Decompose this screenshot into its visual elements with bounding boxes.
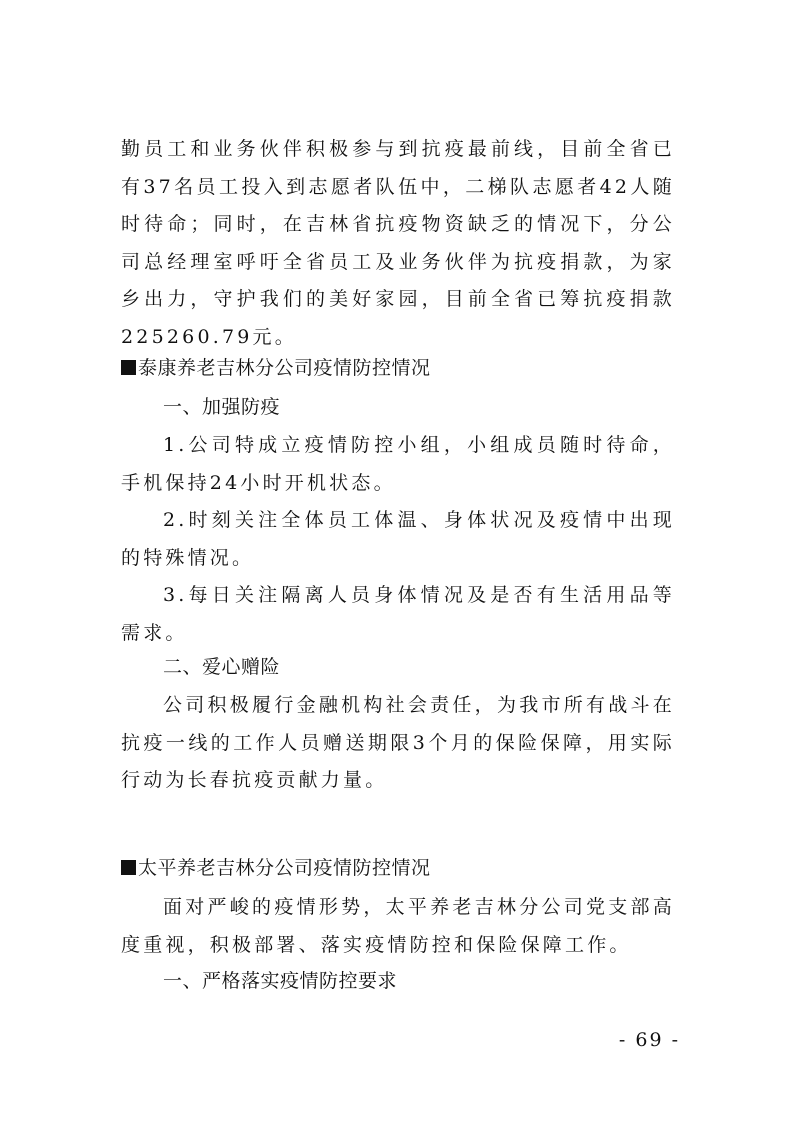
paragraph-taiping-intro: 面对严峻的疫情形势，太平养老吉林分公司党支部高度重视，积极部署、落实疫情防控和保险保障工作。: [121, 896, 675, 956]
paragraph-volunteers-donations: 勤员工和业务伙伴积极参与到抗疫最前线，目前全省已有37名员工投入到志愿者队伍中，二梯队志愿者42人随时待命；同时，在吉林省抗疫物资缺乏的情况下，分公司总经理室呼吁全省员工及业务伙伴为抗疫捐款，为家乡出力，守护我们的美好家园，目前全省已筹抗疫捐款225260.79元。: [121, 138, 675, 348]
subheading-donated-insurance: 二、爱心赠险: [163, 656, 281, 678]
subheading-strict-requirements: 一、严格落实疫情防控要求: [163, 970, 398, 992]
list-item-quarantine-needs: 3.每日关注隔离人员身体情况及是否有生活用品等需求。: [121, 584, 675, 644]
page-number: - 69 -: [618, 1029, 680, 1051]
square-bullet-icon: [121, 360, 136, 375]
section-heading-taikang-text: 泰康养老吉林分公司疫情防控情况: [138, 357, 431, 379]
subheading-strengthen-prevention: 一、加强防疫: [163, 396, 281, 418]
list-item-employee-monitoring: 2.时刻关注全体员工体温、身体状况及疫情中出现的特殊情况。: [121, 509, 675, 569]
section-heading-taikang: [121, 350, 675, 388]
section-heading-taiping-text: 太平养老吉林分公司疫情防控情况: [138, 857, 431, 879]
square-bullet-icon: [121, 860, 136, 875]
list-item-prevention-team: 1.公司特成立疫情防控小组，小组成员随时待命，手机保持24小时开机状态。: [121, 434, 675, 494]
section-heading-taiping: [121, 850, 675, 888]
paragraph-donated-insurance: 公司积极履行金融机构社会责任，为我市所有战斗在抗疫一线的工作人员赠送期限3个月的保险保障，用实际行动为长春抗疫贡献力量。: [121, 694, 675, 791]
